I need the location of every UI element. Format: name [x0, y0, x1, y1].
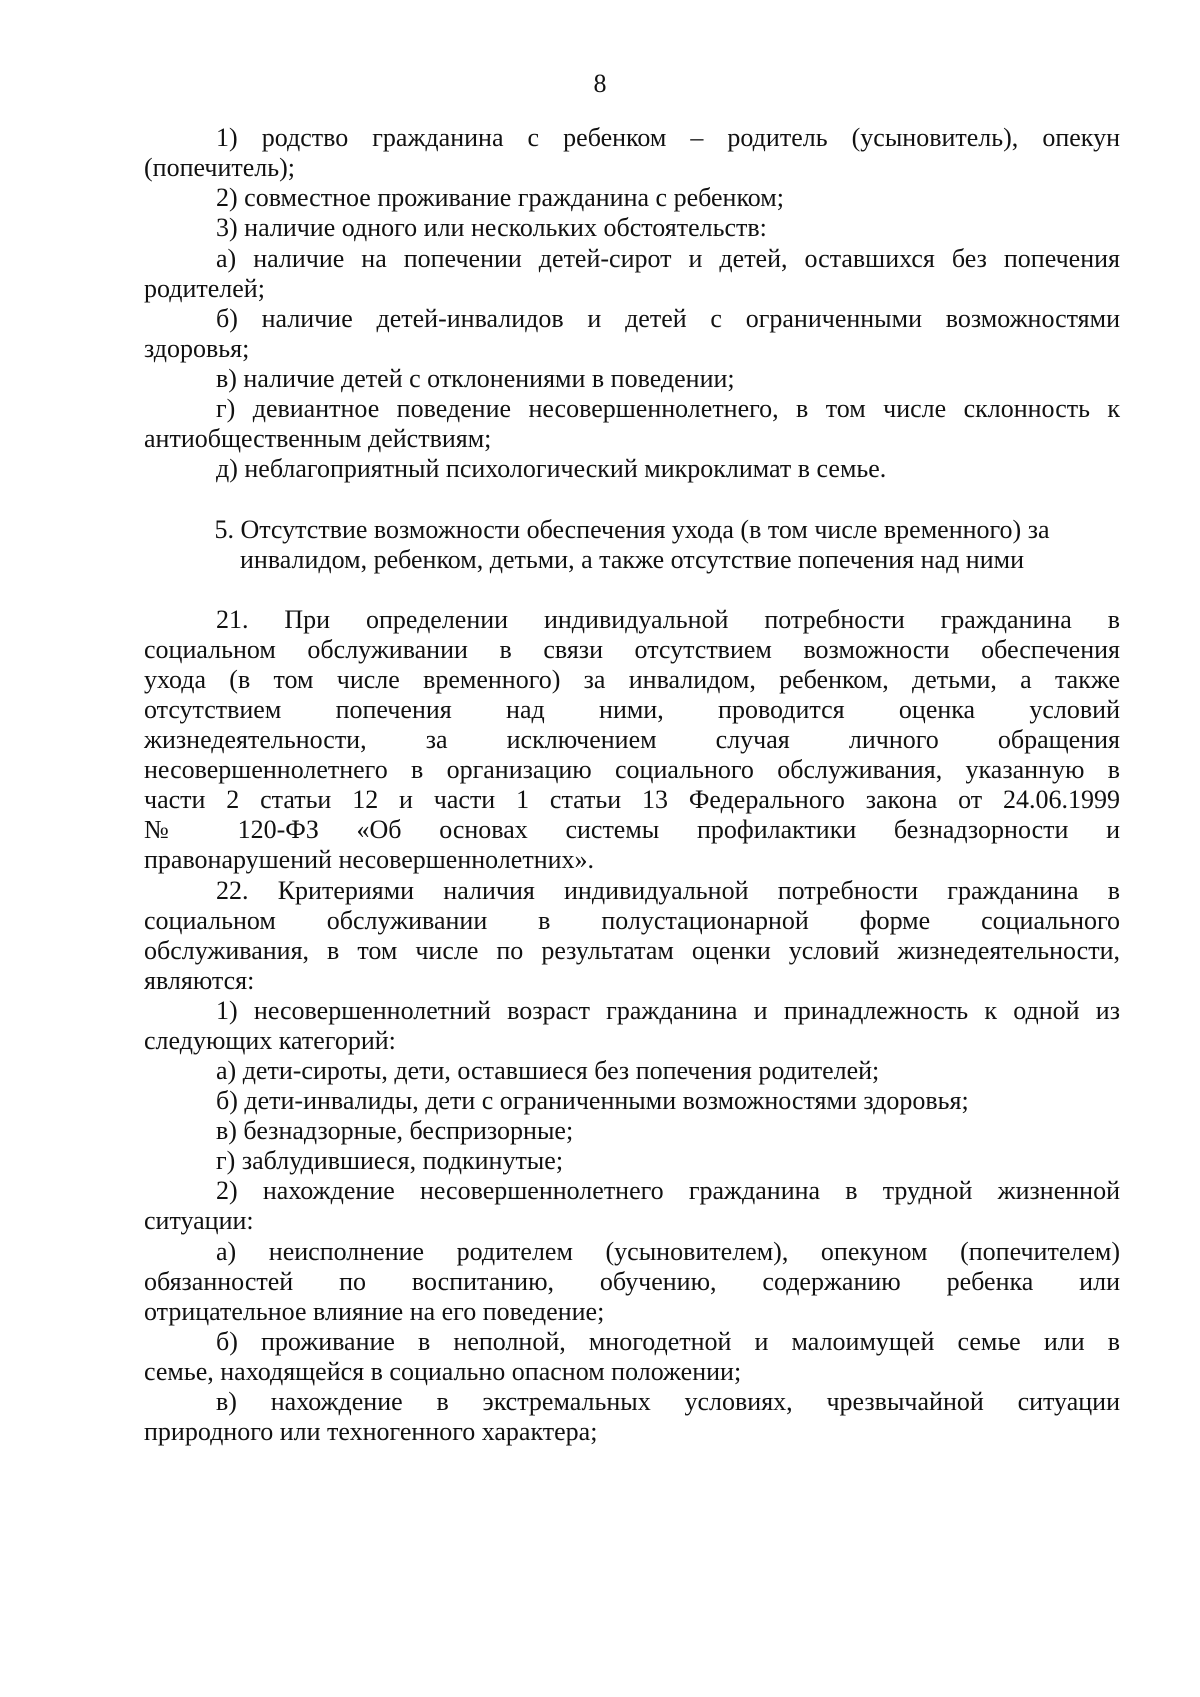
- text-line: несовершеннолетнего в организацию социального обслуживания, указанную в: [144, 755, 1120, 784]
- text-line: в) нахождение в экстремальных условиях, чрезвычайной ситуации: [216, 1387, 1120, 1416]
- text-line: части 2 статьи 12 и части 1 статьи 13 Федерального закона от 24.06.1999: [144, 785, 1120, 814]
- section-heading: инвалидом, ребенком, детьми, а также отсутствие попечения над ними: [239, 545, 1024, 574]
- text-line: обязанностей по воспитанию, обучению, содержанию ребенка или: [144, 1267, 1120, 1296]
- text-line: б) наличие детей-инвалидов и детей с ограниченными возможностями: [216, 304, 1120, 333]
- page-number: 8: [593, 69, 607, 98]
- text-line: социальном обслуживании в полустационарной форме социального: [144, 906, 1120, 935]
- text-line: природного или техногенного характера;: [144, 1417, 598, 1446]
- text-line: обслуживания, в том числе по результатам оценки условий жизнедеятельности,: [144, 936, 1120, 965]
- text-line: здоровья;: [144, 334, 250, 363]
- text-line: а) наличие на попечении детей-сирот и детей, оставшихся без попечения: [216, 244, 1120, 273]
- text-line: а) неисполнение родителем (усыновителем), опекуном (попечителем): [216, 1237, 1120, 1266]
- text-line: отсутствием попечения над ними, проводится оценка условий: [144, 695, 1120, 724]
- text-line: № 120-ФЗ «Об основах системы профилактики безнадзорности и: [144, 815, 1120, 844]
- text-line: в) наличие детей с отклонениями в поведении;: [216, 364, 735, 393]
- section-heading: 5. Отсутствие возможности обеспечения ухода (в том числе временного) за: [214, 515, 1050, 544]
- text-line: 21. При определении индивидуальной потребности гражданина в: [216, 605, 1120, 634]
- text-line: родителей;: [144, 274, 265, 303]
- text-line: 1) родство гражданина с ребенком – родитель (усыновитель), опекун: [216, 123, 1120, 152]
- text-line: ухода (в том числе временного) за инвалидом, ребенком, детьми, а также: [144, 665, 1120, 694]
- text-line: г) девиантное поведение несовершеннолетнего, в том числе склонность к: [216, 394, 1120, 423]
- text-line: д) неблагоприятный психологический микроклимат в семье.: [216, 454, 887, 483]
- text-line: 22. Критериями наличия индивидуальной потребности гражданина в: [216, 876, 1120, 905]
- text-line: семье, находящейся в социально опасном положении;: [144, 1357, 742, 1386]
- text-line: а) дети-сироты, дети, оставшиеся без попечения родителей;: [216, 1056, 880, 1085]
- text-line: б) проживание в неполной, многодетной и малоимущей семье или в: [216, 1327, 1120, 1356]
- text-line: ситуации:: [144, 1206, 254, 1235]
- text-line: правонарушений несовершеннолетних».: [144, 845, 595, 874]
- text-line: 3) наличие одного или нескольких обстоятельств:: [216, 213, 767, 242]
- text-line: антиобщественным действиям;: [144, 424, 492, 453]
- text-line: (попечитель);: [144, 153, 295, 182]
- text-line: являются:: [144, 966, 255, 995]
- text-line: следующих категорий:: [144, 1026, 396, 1055]
- text-line: социальном обслуживании в связи отсутствием возможности обеспечения: [144, 635, 1120, 664]
- text-line: 2) нахождение несовершеннолетнего гражданина в трудной жизненной: [216, 1176, 1120, 1205]
- text-line: отрицательное влияние на его поведение;: [144, 1297, 605, 1326]
- text-line: в) безнадзорные, беспризорные;: [216, 1116, 574, 1145]
- text-line: 1) несовершеннолетний возраст гражданина и принадлежность к одной из: [216, 996, 1120, 1025]
- text-line: жизнедеятельности, за исключением случая личного обращения: [144, 725, 1120, 754]
- text-line: г) заблудившиеся, подкинутые;: [216, 1146, 564, 1175]
- text-line: 2) совместное проживание гражданина с ребенком;: [216, 183, 784, 212]
- text-line: б) дети-инвалиды, дети с ограниченными возможностями здоровья;: [216, 1086, 969, 1115]
